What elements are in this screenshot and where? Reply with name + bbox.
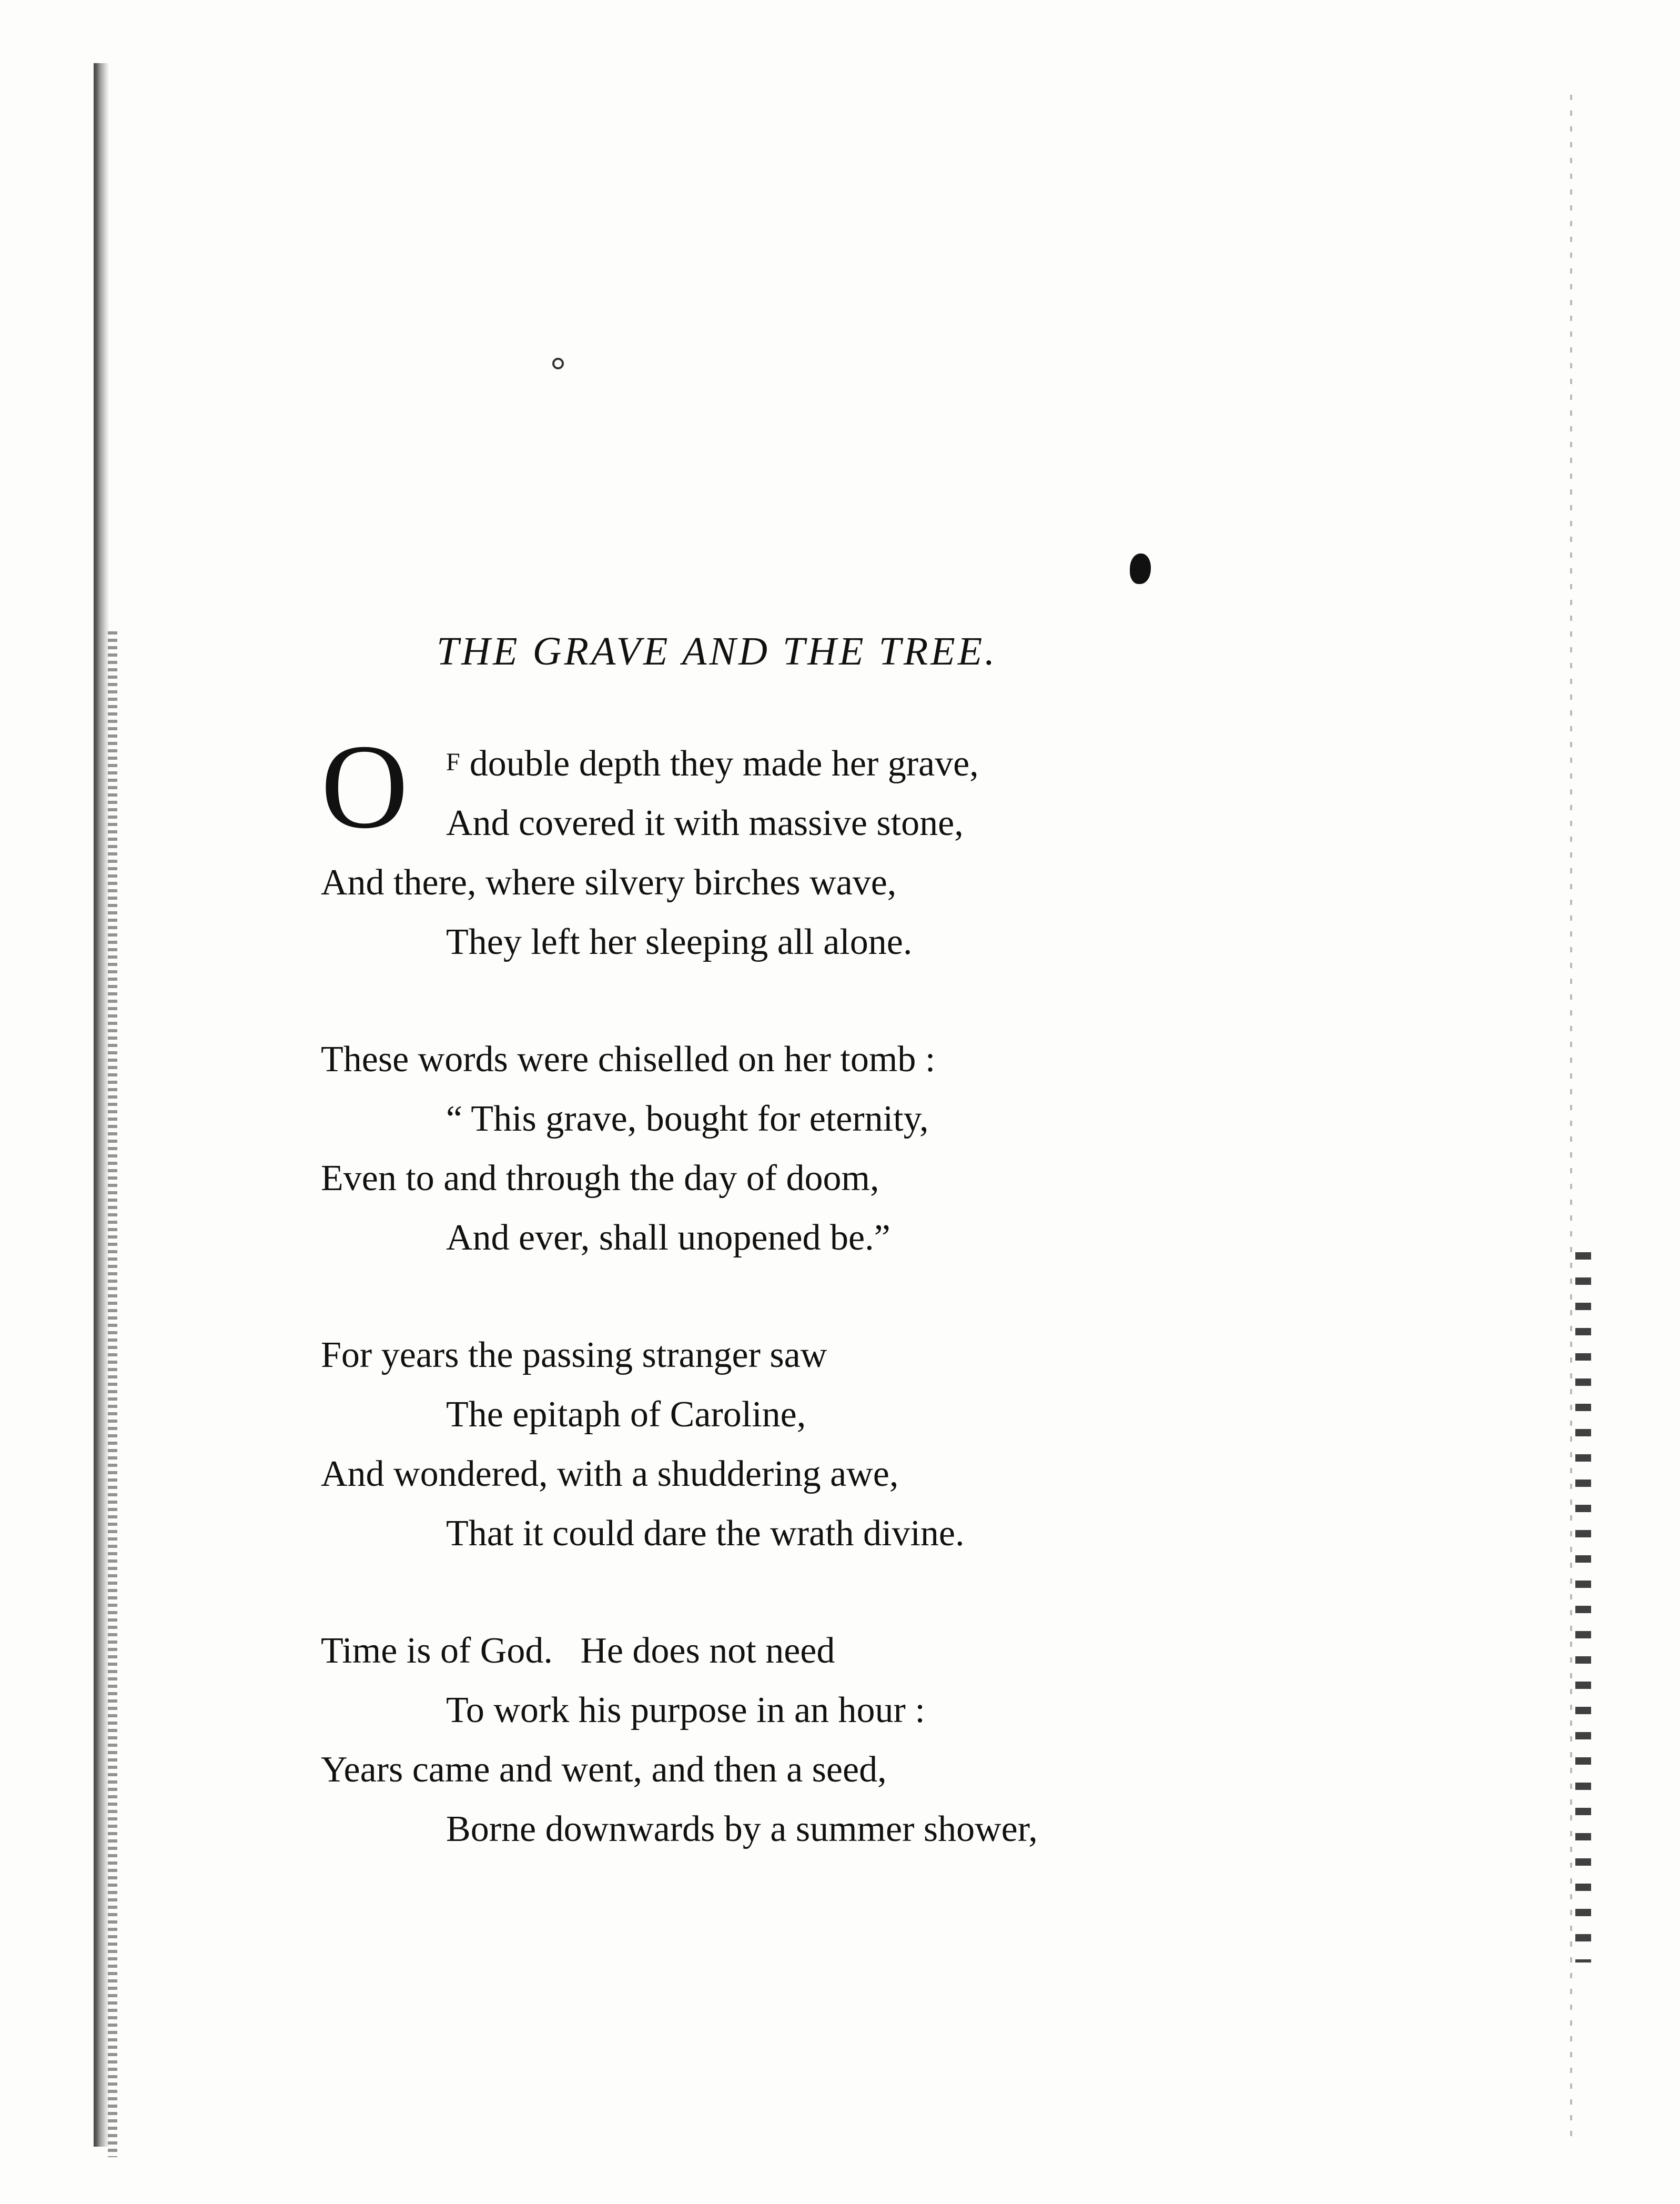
ink-speck	[552, 358, 564, 369]
poem-line: They left her sleeping all alone.	[446, 922, 913, 962]
poem-line: And covered it with massive stone,	[446, 803, 964, 843]
poem-line: And wondered, with a shuddering awe,	[321, 1454, 899, 1494]
poem-line: Time is of God. He does not need	[321, 1631, 835, 1671]
stanza-4	[321, 1621, 1320, 1859]
poem-line: That it could dare the wrath divine.	[446, 1513, 965, 1554]
poem-line: To work his purpose in an hour :	[446, 1690, 925, 1730]
drop-cap: O	[321, 719, 409, 853]
poem-line: The epitaph of Caroline,	[446, 1394, 806, 1435]
poem-line: Years came and went, and then a seed,	[321, 1749, 887, 1790]
stanza-2	[321, 1030, 1320, 1267]
right-edge-scan-line	[1570, 95, 1572, 2147]
poem-line: These words were chiselled on her tomb :	[321, 1039, 936, 1080]
stanza-3	[321, 1325, 1320, 1563]
poem-title: THE GRAVE AND THE TREE.	[437, 629, 998, 673]
poem-line-text: double depth they made her grave,	[469, 743, 979, 784]
stanza-1	[321, 719, 1320, 972]
ink-blot	[1130, 553, 1151, 584]
poem-line: Even to and through the day of doom,	[321, 1158, 879, 1199]
poem-line: “ This grave, bought for eternity,	[446, 1099, 929, 1139]
poem-line: For years the passing stranger saw	[321, 1335, 827, 1375]
poem-line: And ever, shall unopened be.”	[446, 1217, 890, 1258]
binding-edge-shadow	[94, 63, 109, 2147]
drop-cap-rest: F	[446, 748, 460, 776]
poem-body	[321, 719, 1320, 1917]
poem-line: And there, where silvery birches wave,	[321, 862, 897, 903]
binding-edge-texture	[108, 631, 117, 2157]
right-edge-scan-marks	[1575, 1252, 1591, 1963]
poem-line: Borne downwards by a summer shower,	[446, 1809, 1038, 1849]
